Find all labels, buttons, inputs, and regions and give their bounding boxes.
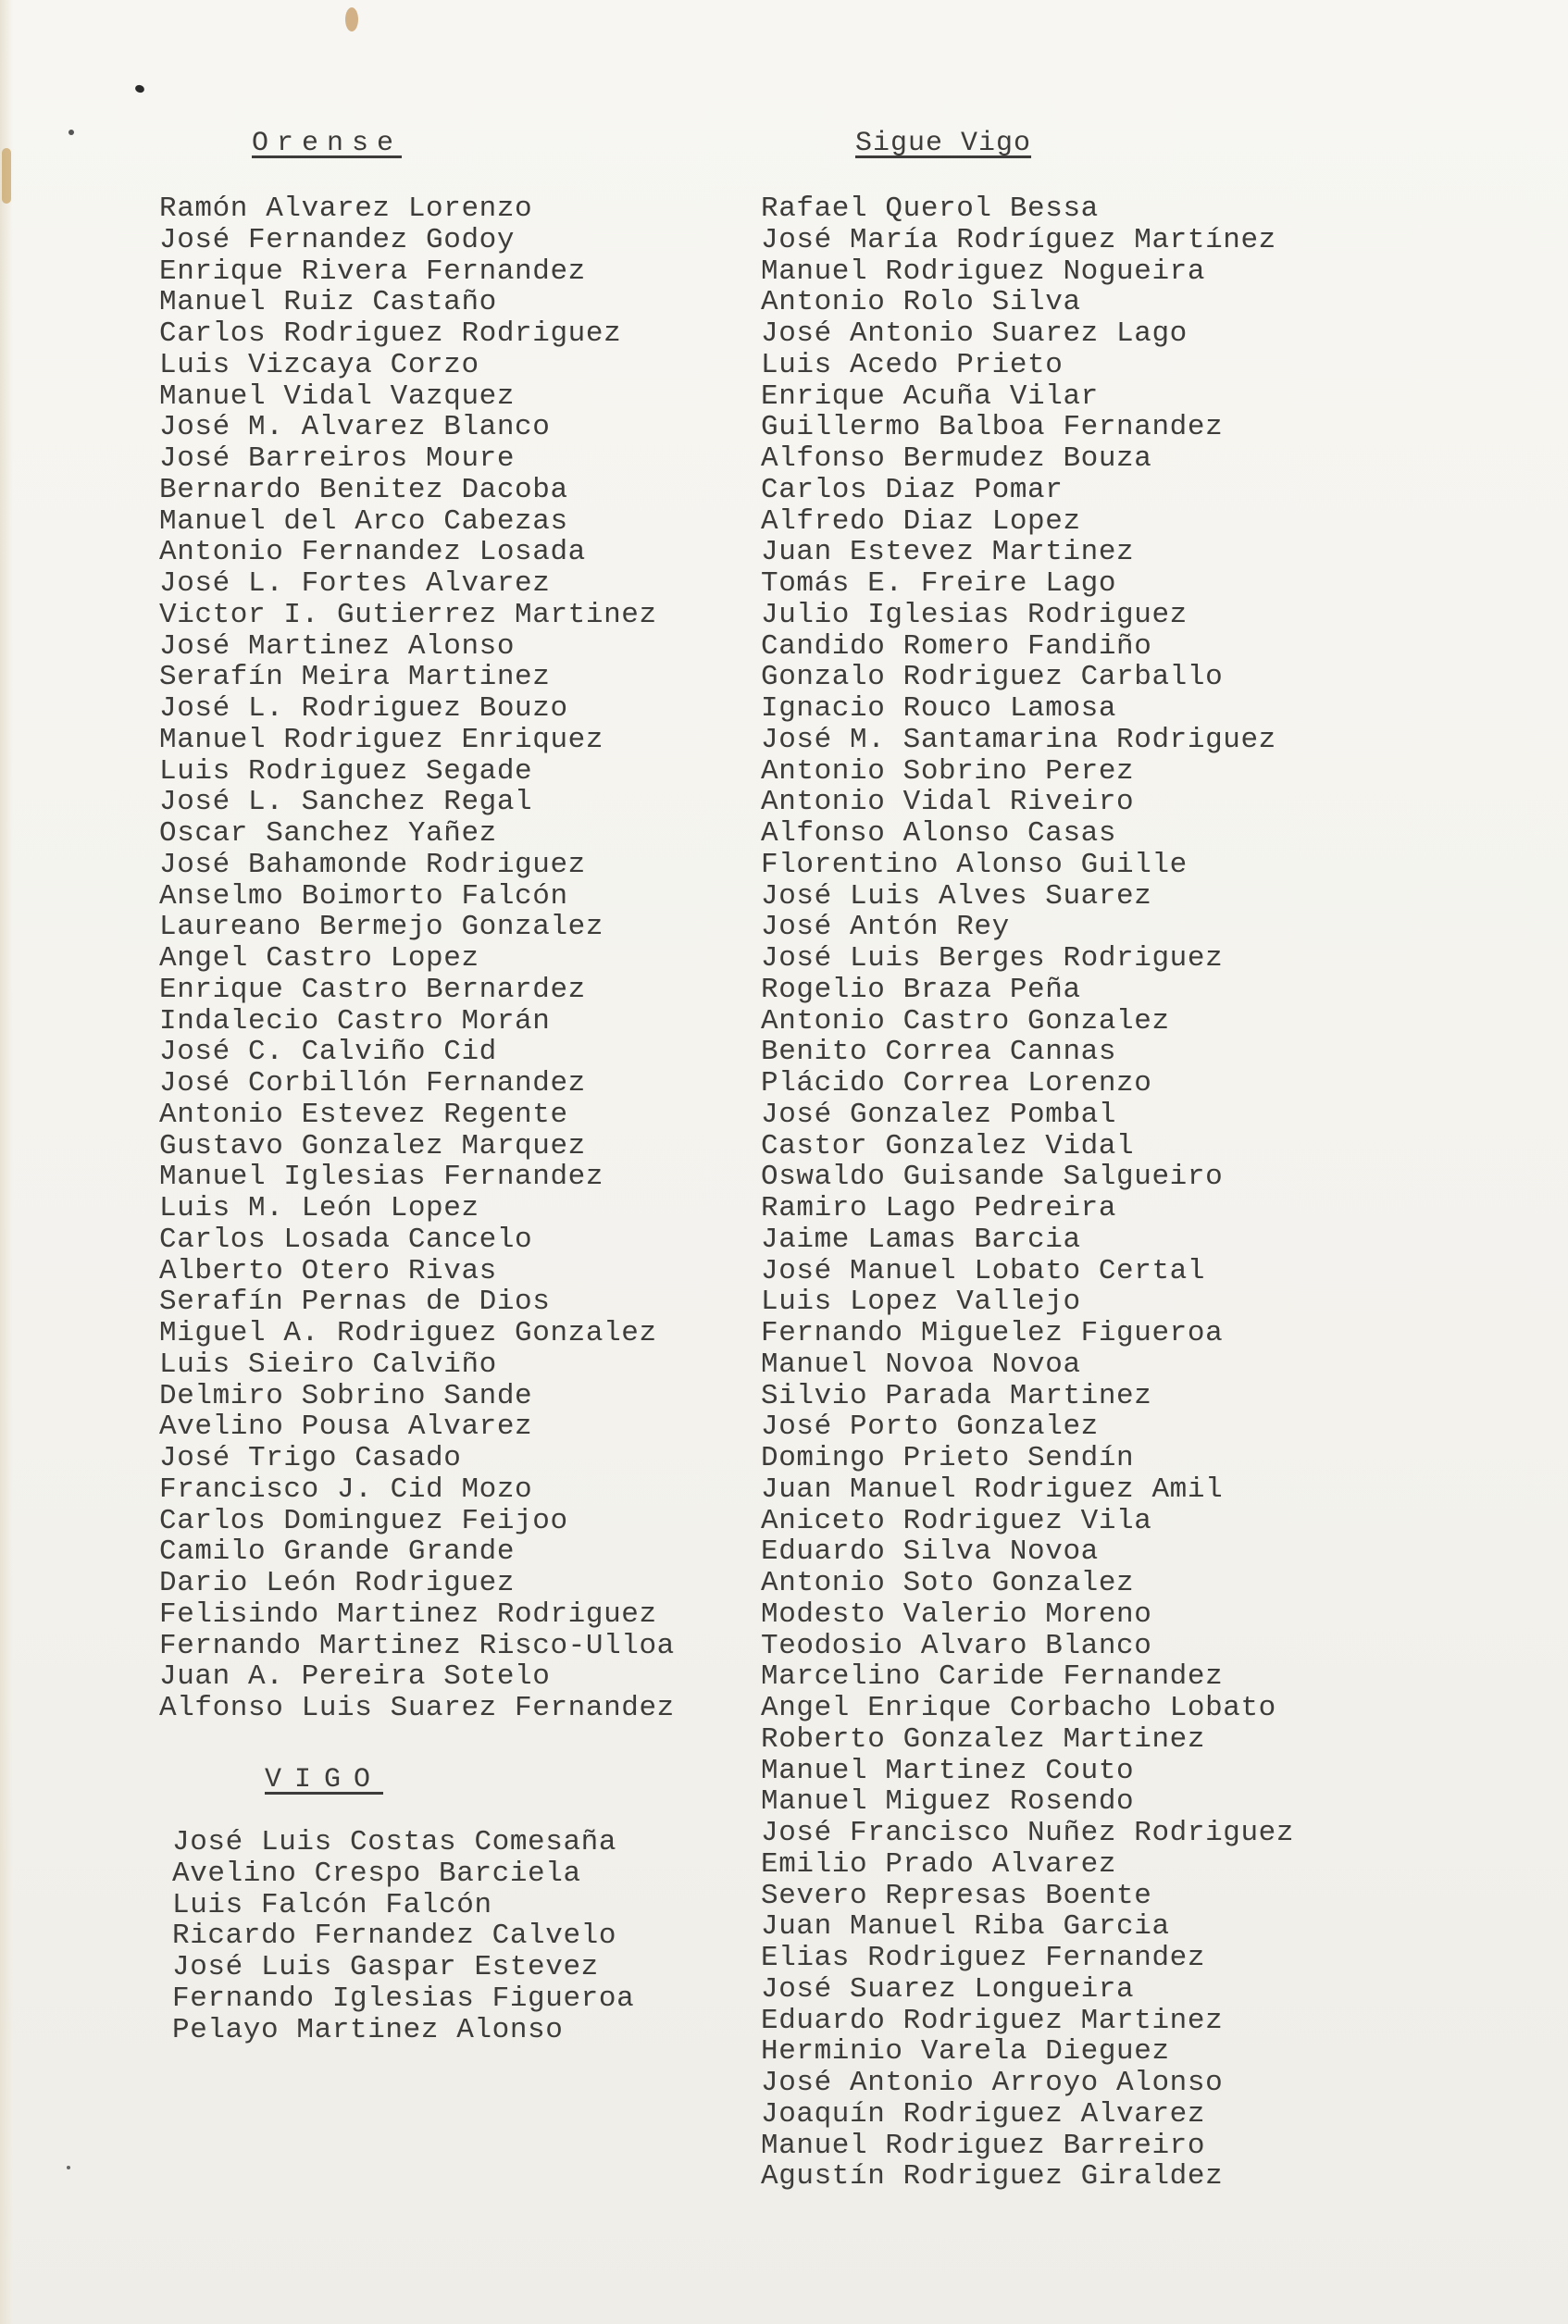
paper-stain bbox=[2, 148, 11, 204]
name-entry: Guillermo Balboa Fernandez bbox=[761, 411, 1224, 444]
name-entry: José Suarez Longueira bbox=[761, 1972, 1135, 2006]
name-entry: Jaime Lamas Barcia bbox=[761, 1223, 1081, 1256]
name-entry: Candido Romero Fandiño bbox=[761, 629, 1152, 663]
name-entry: Manuel Rodriguez Enriquez bbox=[159, 723, 604, 756]
name-entry: Ramón Alvarez Lorenzo bbox=[159, 193, 533, 225]
name-entry: José M. Alvarez Blanco bbox=[159, 411, 551, 444]
name-entry: Gonzalo Rodriguez Carballo bbox=[761, 661, 1224, 694]
name-entry: Miguel A. Rodriguez Gonzalez bbox=[159, 1317, 657, 1349]
name-entry: Julio Iglesias Rodriguez bbox=[761, 598, 1188, 631]
name-entry: José M. Santamarina Rodriguez bbox=[761, 723, 1276, 756]
name-entry: José C. Calviño Cid bbox=[159, 1036, 497, 1069]
name-entry: Anselmo Boimorto Falcón bbox=[159, 879, 568, 913]
name-entry: Antonio Fernandez Losada bbox=[159, 536, 586, 569]
name-entry: José Porto Gonzalez bbox=[761, 1411, 1099, 1444]
name-entry: Delmiro Sobrino Sande bbox=[159, 1379, 533, 1412]
name-entry: Ricardo Fernandez Calvelo bbox=[172, 1920, 617, 1953]
name-entry: Fernando Miguelez Figueroa bbox=[761, 1317, 1224, 1349]
name-entry: Oscar Sanchez Yañez bbox=[159, 817, 497, 850]
name-entry: José Trigo Casado bbox=[159, 1442, 462, 1474]
name-entry: Ignacio Rouco Lamosa bbox=[761, 692, 1117, 725]
name-entry: José Barreiros Moure bbox=[159, 442, 516, 475]
name-entry: Antonio Estevez Regente bbox=[159, 1098, 568, 1131]
name-entry: José Antonio Suarez Lago bbox=[761, 317, 1188, 350]
heading-vigo: VIGO bbox=[265, 1764, 384, 1796]
name-entry: Domingo Prieto Sendín bbox=[761, 1442, 1135, 1474]
name-entry: Manuel Martinez Couto bbox=[761, 1754, 1135, 1787]
orense-name-list bbox=[159, 193, 675, 1724]
ink-speck bbox=[67, 2166, 70, 2169]
name-entry: Francisco J. Cid Mozo bbox=[159, 1473, 533, 1506]
name-entry: José Luis Alves Suarez bbox=[761, 879, 1152, 913]
name-entry: Victor I. Gutierrez Martinez bbox=[159, 598, 657, 631]
name-entry: Angel Castro Lopez bbox=[159, 942, 479, 975]
name-entry: José Luis Gaspar Estevez bbox=[172, 1951, 599, 1983]
name-entry: Rafael Querol Bessa bbox=[761, 193, 1099, 225]
name-entry: José Luis Berges Rodriguez bbox=[761, 942, 1224, 975]
name-entry: Oswaldo Guisande Salgueiro bbox=[761, 1161, 1224, 1194]
name-entry: José L. Fortes Alvarez bbox=[159, 567, 551, 600]
name-entry: Luis Vizcaya Corzo bbox=[159, 348, 479, 381]
name-entry: Serafín Meira Martinez bbox=[159, 661, 551, 694]
name-entry: Luis Rodriguez Segade bbox=[159, 754, 533, 788]
ink-speck bbox=[134, 84, 145, 94]
name-entry: Modesto Valerio Moreno bbox=[761, 1597, 1152, 1631]
name-entry: Indalecio Castro Morán bbox=[159, 1004, 551, 1038]
name-entry: Joaquín Rodriguez Alvarez bbox=[761, 2097, 1206, 2131]
paper-edge-shadow bbox=[0, 0, 13, 2324]
name-entry: Enrique Acuña Vilar bbox=[761, 379, 1099, 413]
name-entry: Ramiro Lago Pedreira bbox=[761, 1192, 1117, 1224]
name-entry: José Antón Rey bbox=[761, 911, 1010, 944]
name-entry: Florentino Alonso Guille bbox=[761, 848, 1188, 881]
name-entry: Camilo Grande Grande bbox=[159, 1535, 516, 1569]
name-entry: Marcelino Caride Fernandez bbox=[761, 1660, 1224, 1694]
name-entry: Carlos Rodriguez Rodriguez bbox=[159, 317, 622, 350]
name-entry: José María Rodríguez Martínez bbox=[761, 223, 1276, 256]
name-entry: José Corbillón Fernandez bbox=[159, 1067, 586, 1100]
name-entry: Enrique Castro Bernardez bbox=[159, 973, 586, 1006]
name-entry: Manuel Rodriguez Barreiro bbox=[761, 2129, 1206, 2162]
name-entry: Dario León Rodriguez bbox=[159, 1567, 516, 1599]
name-entry: Manuel Rodriguez Nogueira bbox=[761, 255, 1206, 288]
name-entry: José L. Sanchez Regal bbox=[159, 786, 533, 819]
name-entry: Manuel Ruiz Castaño bbox=[159, 286, 497, 319]
name-entry: José L. Rodriguez Bouzo bbox=[159, 692, 568, 725]
name-entry: Benito Correa Cannas bbox=[761, 1036, 1117, 1069]
name-entry: Eduardo Rodriguez Martinez bbox=[761, 2004, 1224, 2037]
name-entry: Tomás E. Freire Lago bbox=[761, 567, 1117, 600]
name-entry: Emilio Prado Alvarez bbox=[761, 1847, 1117, 1881]
name-entry: Serafín Pernas de Dios bbox=[159, 1286, 551, 1319]
name-entry: Juan Estevez Martinez bbox=[761, 536, 1135, 569]
name-entry: Juan Manuel Rodriguez Amil bbox=[761, 1473, 1224, 1506]
name-entry: José Bahamonde Rodriguez bbox=[159, 848, 586, 881]
name-entry: Manuel del Arco Cabezas bbox=[159, 504, 568, 538]
name-entry: Silvio Parada Martinez bbox=[761, 1379, 1152, 1412]
name-entry: Laureano Bermejo Gonzalez bbox=[159, 911, 604, 944]
name-entry: Antonio Sobrino Perez bbox=[761, 754, 1135, 788]
name-entry: Plácido Correa Lorenzo bbox=[761, 1067, 1152, 1100]
name-entry: José Fernandez Godoy bbox=[159, 223, 516, 256]
name-entry: José Francisco Nuñez Rodriguez bbox=[761, 1817, 1295, 1849]
name-entry: Luis Acedo Prieto bbox=[761, 348, 1064, 381]
name-entry: Luis M. León Lopez bbox=[159, 1192, 479, 1224]
name-entry: Enrique Rivera Fernandez bbox=[159, 255, 586, 288]
name-entry: Fernando Martinez Risco-Ulloa bbox=[159, 1629, 675, 1662]
name-entry: Juan A. Pereira Sotelo bbox=[159, 1660, 551, 1694]
name-entry: Rogelio Braza Peña bbox=[761, 973, 1081, 1006]
name-entry: Fernando Iglesias Figueroa bbox=[172, 1982, 635, 2015]
name-entry: Teodosio Alvaro Blanco bbox=[761, 1629, 1152, 1662]
name-entry: Alfonso Alonso Casas bbox=[761, 817, 1117, 850]
name-entry: Antonio Rolo Silva bbox=[761, 286, 1081, 319]
heading-sigue-vigo: Sigue Vigo bbox=[855, 128, 1032, 159]
name-entry: Avelino Pousa Alvarez bbox=[159, 1411, 533, 1444]
name-entry: José Martinez Alonso bbox=[159, 629, 516, 663]
name-entry: José Antonio Arroyo Alonso bbox=[761, 2067, 1224, 2099]
name-entry: Gustavo Gonzalez Marquez bbox=[159, 1129, 586, 1162]
name-entry: Aniceto Rodriguez Vila bbox=[761, 1504, 1152, 1537]
name-entry: Severo Represas Boente bbox=[761, 1879, 1152, 1912]
vigo-name-list-left bbox=[172, 1827, 634, 2045]
paper-stain bbox=[345, 7, 358, 31]
name-entry: José Gonzalez Pombal bbox=[761, 1098, 1117, 1131]
name-entry: José Manuel Lobato Certal bbox=[761, 1254, 1206, 1287]
name-entry: Angel Enrique Corbacho Lobato bbox=[761, 1692, 1276, 1724]
name-entry: Felisindo Martinez Rodriguez bbox=[159, 1597, 657, 1631]
name-entry: Manuel Vidal Vazquez bbox=[159, 379, 516, 413]
heading-orense: Orense bbox=[252, 128, 403, 159]
name-entry: Carlos Dominguez Feijoo bbox=[159, 1504, 568, 1537]
name-entry: Bernardo Benitez Dacoba bbox=[159, 473, 568, 506]
name-entry: Avelino Crespo Barciela bbox=[172, 1857, 581, 1890]
name-entry: Antonio Castro Gonzalez bbox=[761, 1004, 1170, 1038]
name-entry: Manuel Miguez Rosendo bbox=[761, 1785, 1135, 1819]
name-entry: Roberto Gonzalez Martinez bbox=[761, 1722, 1206, 1756]
name-entry: Alberto Otero Rivas bbox=[159, 1254, 497, 1287]
ink-speck bbox=[68, 130, 74, 135]
name-entry: Alfonso Luis Suarez Fernandez bbox=[159, 1692, 675, 1724]
name-entry: Herminio Varela Dieguez bbox=[761, 2035, 1170, 2069]
name-entry: Manuel Novoa Novoa bbox=[761, 1348, 1081, 1381]
name-entry: Carlos Losada Cancelo bbox=[159, 1223, 533, 1256]
name-entry: Agustín Rodriguez Giraldez bbox=[761, 2160, 1224, 2194]
name-entry: Elias Rodriguez Fernandez bbox=[761, 1942, 1206, 1974]
name-entry: Luis Falcón Falcón bbox=[172, 1888, 492, 1921]
name-entry: Juan Manuel Riba Garcia bbox=[761, 1910, 1170, 1944]
name-entry: José Luis Costas Comesaña bbox=[172, 1826, 617, 1858]
name-entry: Antonio Vidal Riveiro bbox=[761, 786, 1135, 819]
name-entry: Luis Lopez Vallejo bbox=[761, 1286, 1081, 1319]
name-entry: Luis Sieiro Calviño bbox=[159, 1348, 497, 1381]
name-entry: Alfredo Diaz Lopez bbox=[761, 504, 1081, 538]
name-entry: Pelayo Martinez Alonso bbox=[172, 2013, 564, 2046]
name-entry: Carlos Diaz Pomar bbox=[761, 473, 1064, 506]
name-entry: Castor Gonzalez Vidal bbox=[761, 1129, 1135, 1162]
vigo-name-list-right bbox=[761, 193, 1294, 2193]
name-entry: Eduardo Silva Novoa bbox=[761, 1535, 1099, 1569]
name-entry: Antonio Soto Gonzalez bbox=[761, 1567, 1135, 1599]
name-entry: Manuel Iglesias Fernandez bbox=[159, 1161, 604, 1194]
name-entry: Alfonso Bermudez Bouza bbox=[761, 442, 1152, 475]
